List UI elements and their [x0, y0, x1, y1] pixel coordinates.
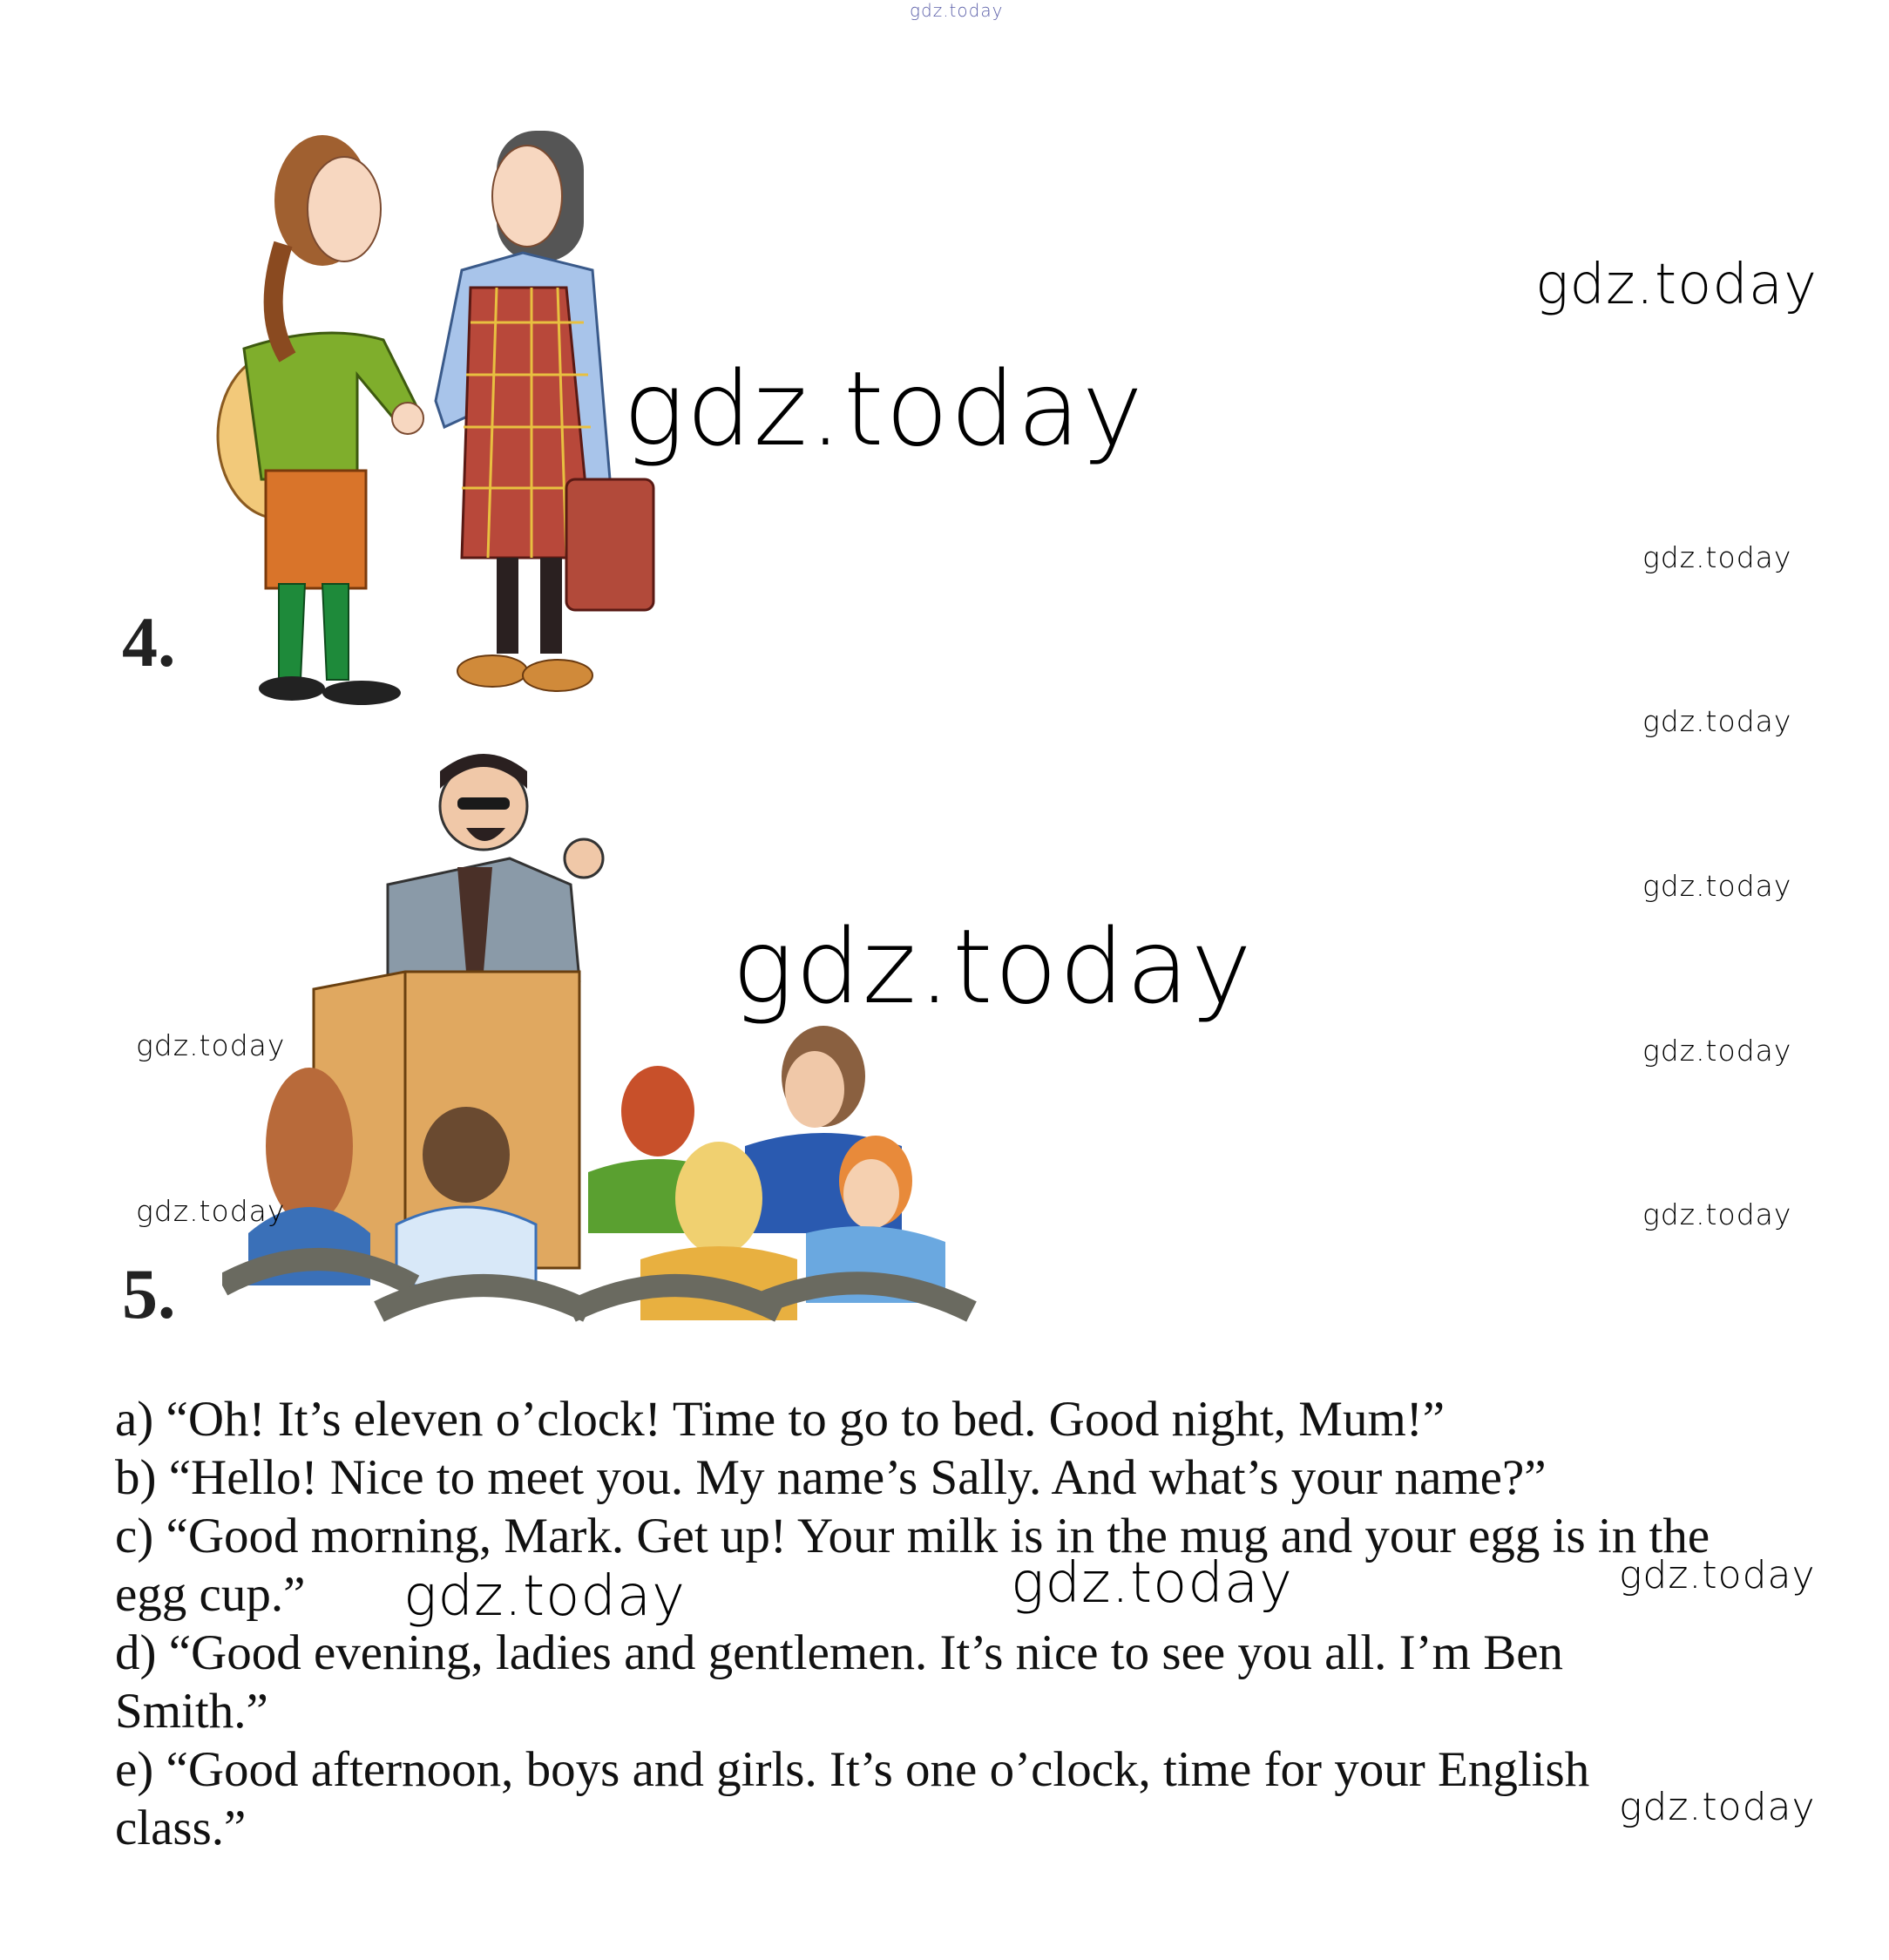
- sentence-d-cont: Smith.”: [115, 1684, 268, 1739]
- watermark-small-3: gdz.today: [1642, 869, 1792, 903]
- watermark-medium-3: gdz.today: [1011, 1551, 1293, 1616]
- sentence-e-cont: class.”: [115, 1801, 247, 1855]
- watermark-medium-2: gdz.today: [403, 1564, 686, 1629]
- picture-number-5: 5.: [122, 1254, 176, 1333]
- sentences-block: [115, 1390, 1710, 1857]
- watermark-small-7: gdz.today: [136, 1194, 286, 1228]
- watermark-top: gdz.today: [910, 0, 1004, 21]
- picture-number-4: 4.: [122, 602, 176, 682]
- sentence-e: e) “Good afternoon, boys and girls. It’s one o’clock, time for your English: [115, 1742, 1590, 1797]
- watermark-small-6: gdz.today: [136, 1028, 286, 1062]
- sentence-c: c) “Good morning, Mark. Get up! Your milk is in the mug and your egg is in the: [115, 1509, 1710, 1563]
- watermark-small-4: gdz.today: [1642, 1034, 1792, 1068]
- sentence-a: a) “Oh! It’s eleven o’clock! Time to go to bed. Good night, Mum!”: [115, 1392, 1446, 1447]
- watermark-small-1: gdz.today: [1642, 540, 1792, 574]
- watermark-small-5: gdz.today: [1642, 1197, 1792, 1231]
- watermark-small-8: gdz.today: [1619, 1553, 1816, 1597]
- sentence-d: d) “Good evening, ladies and gentlemen. It’s nice to see you all. I’m Ben: [115, 1625, 1564, 1680]
- sentence-b: b) “Hello! Nice to meet you. My name’s Sally. And what’s your name?”: [115, 1450, 1547, 1505]
- red-bag: [566, 479, 653, 610]
- illustration-podium-audience: [222, 745, 1006, 1373]
- watermark-large-2: gdz.today: [732, 906, 1254, 1027]
- illustration-girls-handshake: [183, 113, 671, 723]
- watermark-small-9: gdz.today: [1619, 1785, 1816, 1829]
- sentence-c-cont: egg cup.”: [115, 1567, 306, 1622]
- watermark-small-2: gdz.today: [1642, 704, 1792, 738]
- watermark-large-1: gdz.today: [623, 349, 1145, 469]
- watermark-medium-1: gdz.today: [1535, 253, 1818, 317]
